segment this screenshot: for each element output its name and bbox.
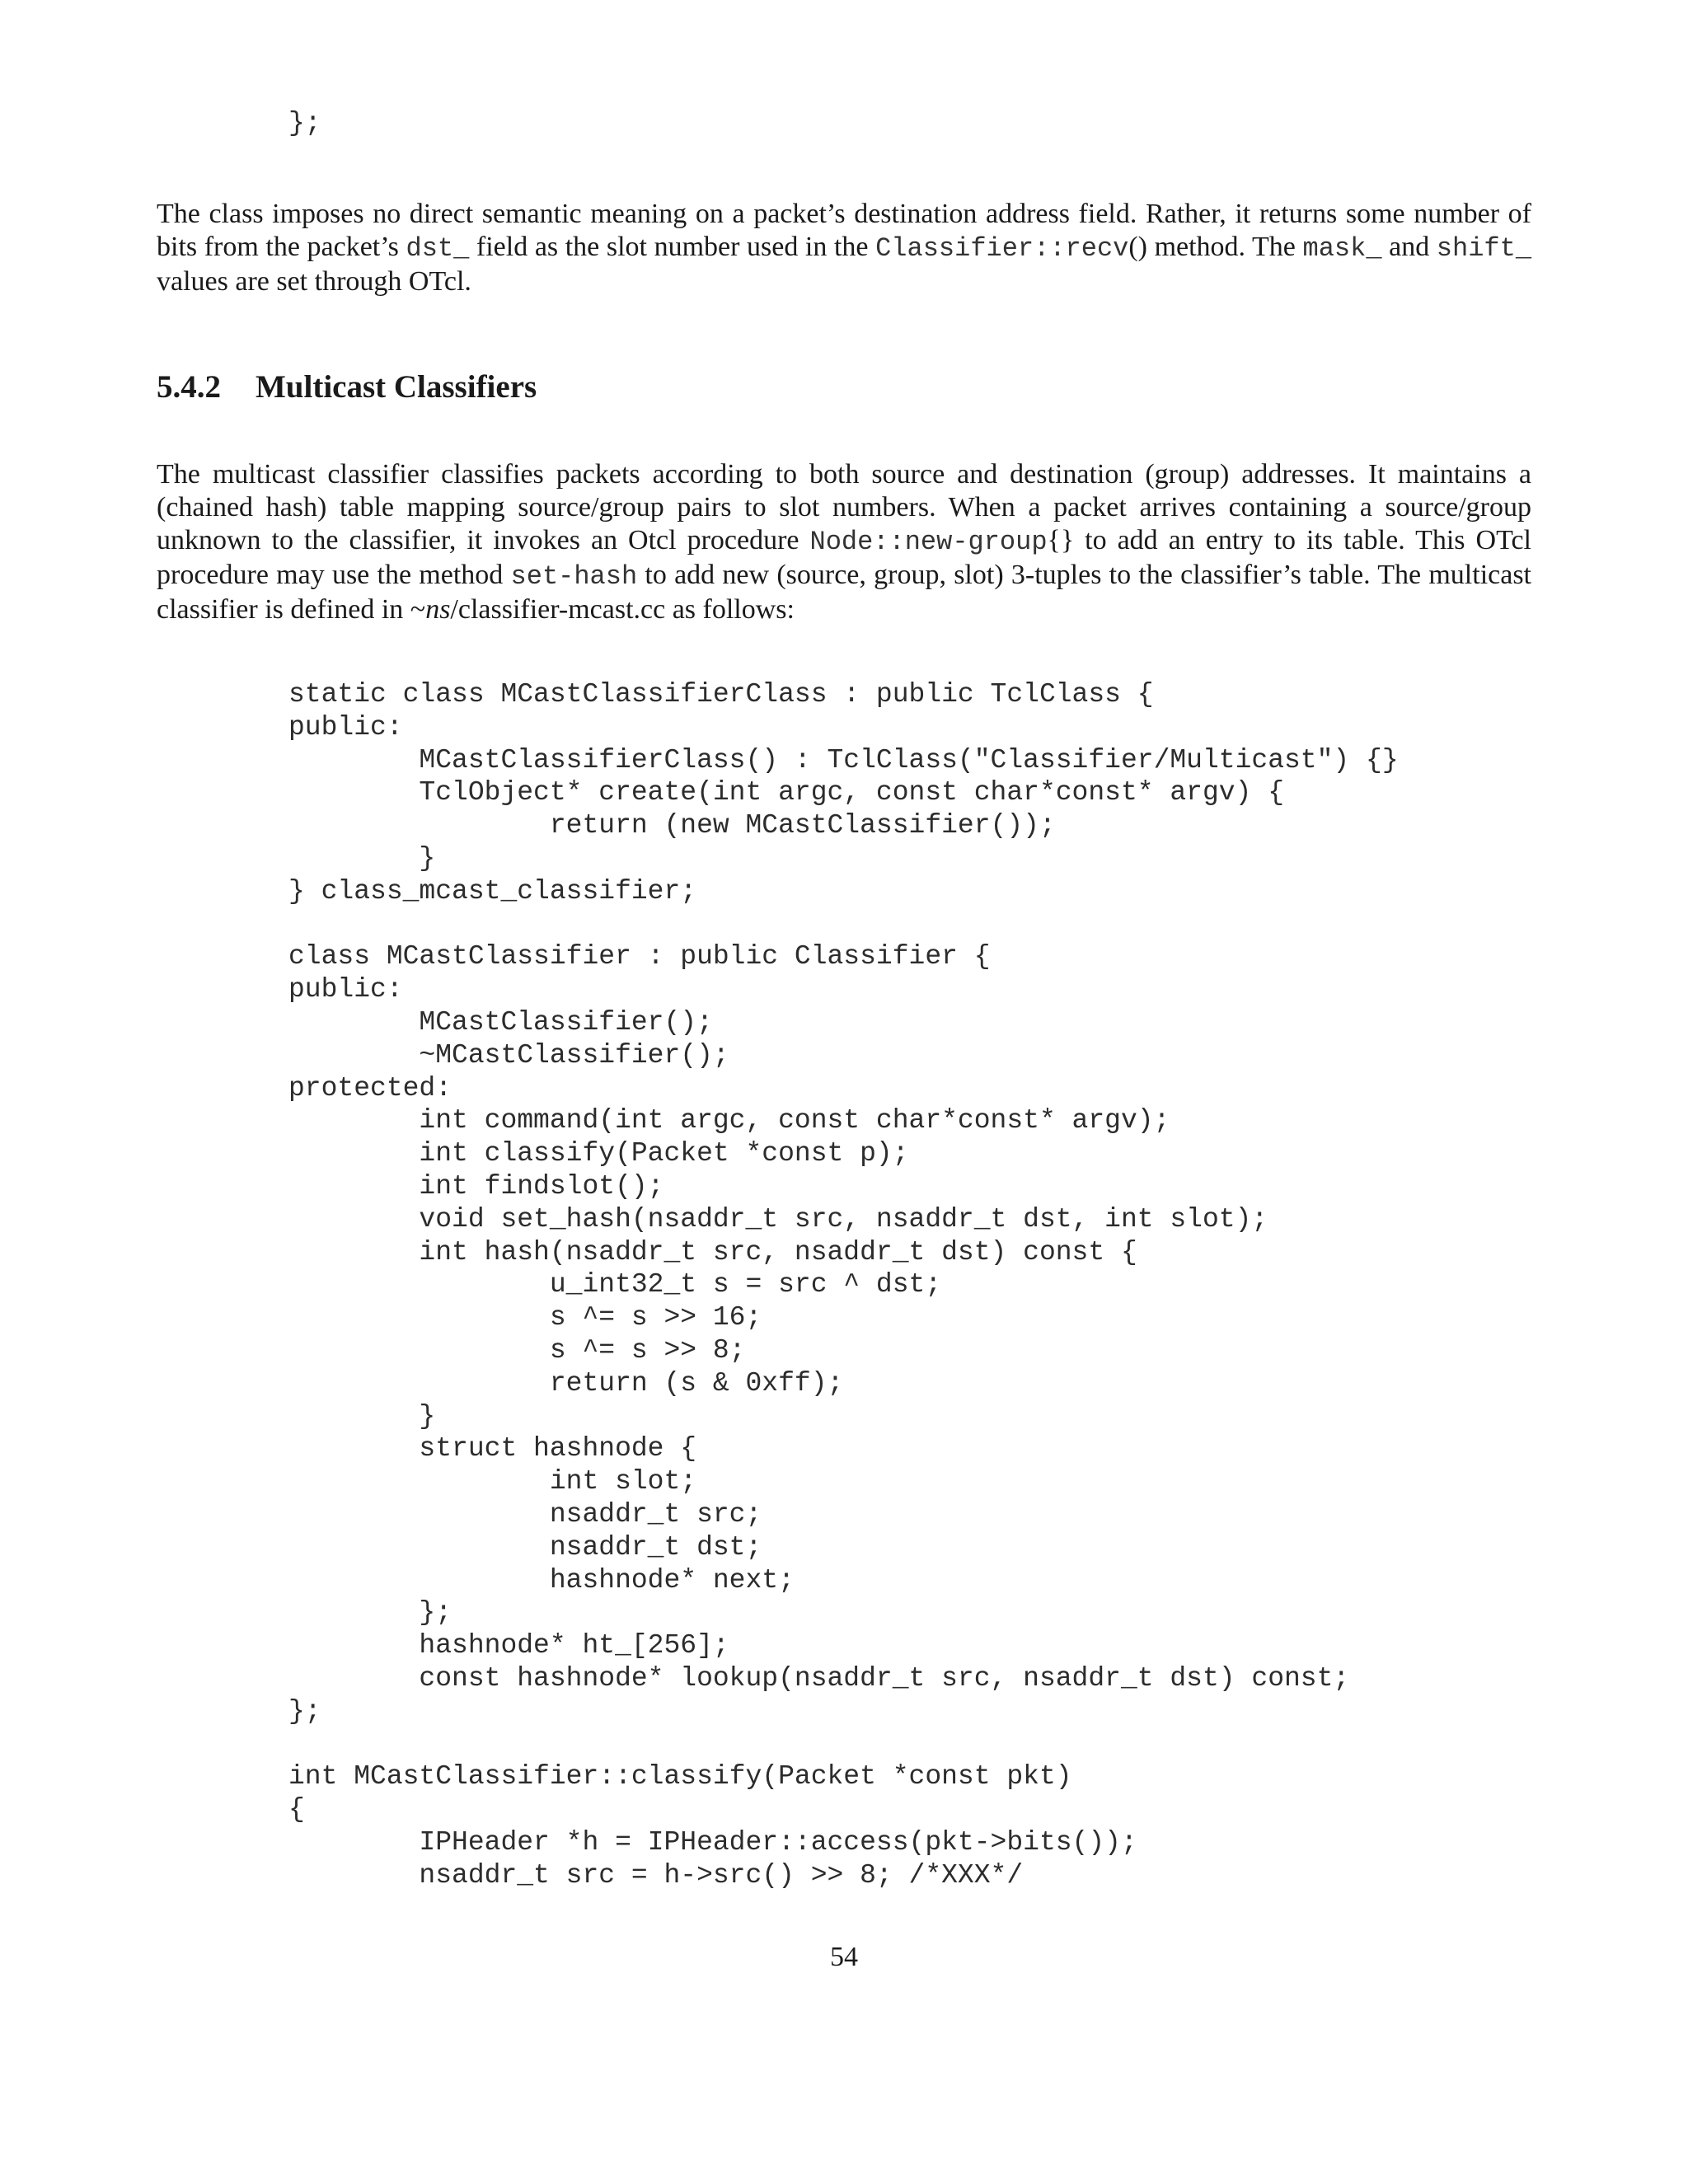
- code-listing-mcast-classifier: static class MCastClassifierClass : public TclClass { public: MCastClassifierClass() : TclClass("Classifier/Multicast") {} TclObject* create(int argc, const char*const* argv) { return (new MCastClassifier()); } } class_mcast_classifier; class MCastClassifier : public Classifier { public: MCastClassifier(); ~MCastClassifier(); protected: int command(int argc, const char*const* argv); int classify(Packet *const p); int findslot(); void set_hash(nsaddr_t src, nsaddr_t dst, int slot); int hash(nsaddr_t src, nsaddr_t dst) const { u_int32_t s = src ^ dst; s ^= s >> 16; s ^= s >> 8; return (s & 0xff); } struct hashnode { int slot; nsaddr_t src; nsaddr_t dst; hashnode* next; }; hashnode* ht_[256]; const hashnode* lookup(nsaddr_t src, nsaddr_t dst) const; }; int MCastClassifier::classify(Packet *const pkt) { IPHeader *h = IPHeader::access(pkt->bits()); nsaddr_t src = h->src() >> 8; /*XXX*/: [288, 679, 1399, 1891]
- inline-code-new-group: Node::new-group: [809, 527, 1048, 557]
- section-title: Multicast Classifiers: [256, 369, 537, 405]
- text-run: field as the slot number used in the: [469, 232, 876, 262]
- code-listing-end: };: [288, 108, 321, 138]
- paragraph-address-classifier: [157, 198, 1531, 298]
- text-run: /classifier-mcast.cc as follows:: [450, 594, 795, 625]
- paragraph-multicast-classifier: [157, 458, 1531, 626]
- text-run: values are set through OTcl.: [157, 266, 471, 297]
- section-heading: [157, 368, 537, 407]
- inline-code-shift: shift_: [1436, 233, 1532, 264]
- text-run: () method. The: [1128, 232, 1303, 262]
- inline-code-recv: Classifier::recv: [875, 233, 1129, 264]
- text-run: {} to add an entry to its table. This OTcl procedure may use the method: [157, 525, 1531, 590]
- inline-code-set-hash: set-hash: [510, 561, 638, 592]
- text-run: to add new (source, group, slot) 3-tuples to the classifier’s table. The multicast classifier is defined in ~: [157, 560, 1532, 625]
- text-run: The multicast classifier classifies packets according to both source and destination (group) addresses. It maintains a (chained hash) table mapping source/group pairs to slot numbers. When a packet arrives containing a source/group unknown to the classifier, it invokes an Otcl procedure: [157, 459, 1531, 555]
- italic-ns: ns: [425, 594, 451, 625]
- section-number: 5.4.2: [157, 369, 221, 405]
- text-run: and: [1381, 232, 1437, 262]
- text-run: The class imposes no direct semantic meaning on a packet’s destination address field. Rather, it returns some number of bits from the packet’s: [157, 199, 1531, 262]
- page-number: 54: [830, 1942, 858, 1972]
- inline-code-mask: mask_: [1302, 233, 1382, 264]
- inline-code-dst: dst_: [406, 233, 470, 264]
